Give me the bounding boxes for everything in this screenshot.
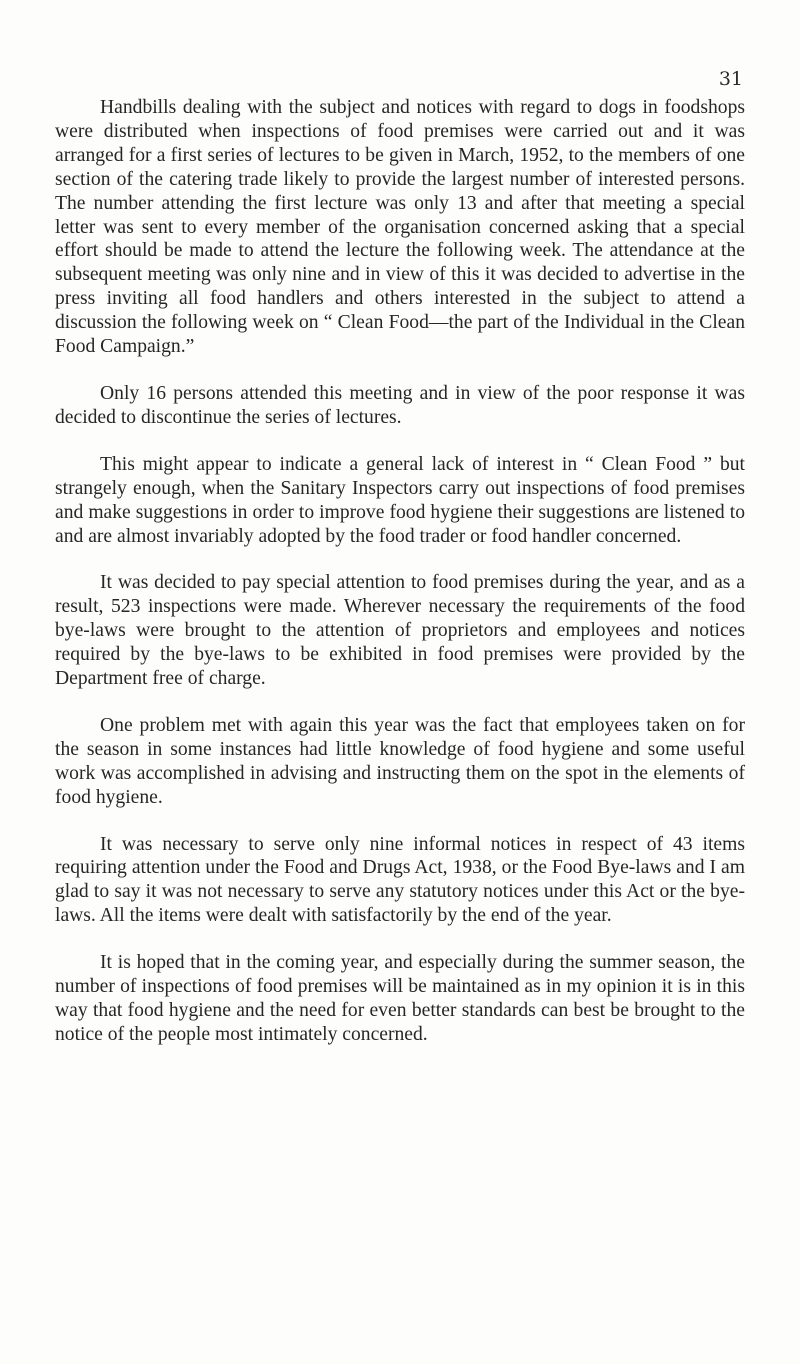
page-number: 31 <box>718 68 743 90</box>
paragraph-notices: It was necessary to serve only nine informal notices in respect of 43 items requiring attention under the Food and Drugs Act, 1938, or the Food Bye-laws and I am glad to say it was not necessary to serve any statutory notices under this Act or the bye-laws. All the items were dealt with satisfactorily by the end of the year. <box>55 833 745 927</box>
paragraph-inspections: It was decided to pay special attention to food premises during the year, and as a result, 523 inspections were made. Wherever necessary the requirements of the food bye-laws were brought to the attention of proprietors and employees and notices required by the bye-laws to be exhibited in food premises were provided by the Department free of charge. <box>55 572 745 690</box>
paragraph-outlook: It is hoped that in the coming year, and especially during the summer season, the number of inspections of food premises will be maintained as in my opinion it is in this way that food hygiene and the need for even better standards can best be brought to the notice of the people most intimately concerned. <box>55 952 745 1045</box>
paragraph-employees: One problem met with again this year was the fact that employees taken on for the season in some instances had little knowledge of food hygiene and some useful work was accomplished in advising and instructing them on the spot in the elements of food hygiene. <box>55 714 745 808</box>
paragraph-attendance: Only 16 persons attended this meeting and in view of the poor response it was decided to discontinue the series of lectures. <box>55 382 745 428</box>
paragraph-interest: This might appear to indicate a general lack of interest in “ Clean Food ” but strangely enough, when the Sanitary Inspectors carry out inspections of food premises and make suggestions in order to improve food hygiene their suggestions are listened to and are almost invariably adopted by the food trader or food handler concerned. <box>55 453 745 547</box>
body-text <box>55 96 745 1047</box>
paragraph-lectures: Handbills dealing with the subject and notices with regard to dogs in foodshops were distributed when inspections of food premises were carried out and it was arranged for a first series of lectures to be given in March, 1952, to the members of one section of the catering trade likely to provide the largest number of interested persons. The number attending the first lecture was only 13 and after that meeting a special letter was sent to every member of the organisation concerned asking that a special effort should be made to attend the lecture the following week. The attendance at the subsequent meeting was only nine and in view of this it was decided to advertise in the press inviting all food handlers and others interested in the subject to attend a discussion the following week on “ Clean Food—the part of the Individual in the Clean Food Campaign.” <box>55 97 745 358</box>
